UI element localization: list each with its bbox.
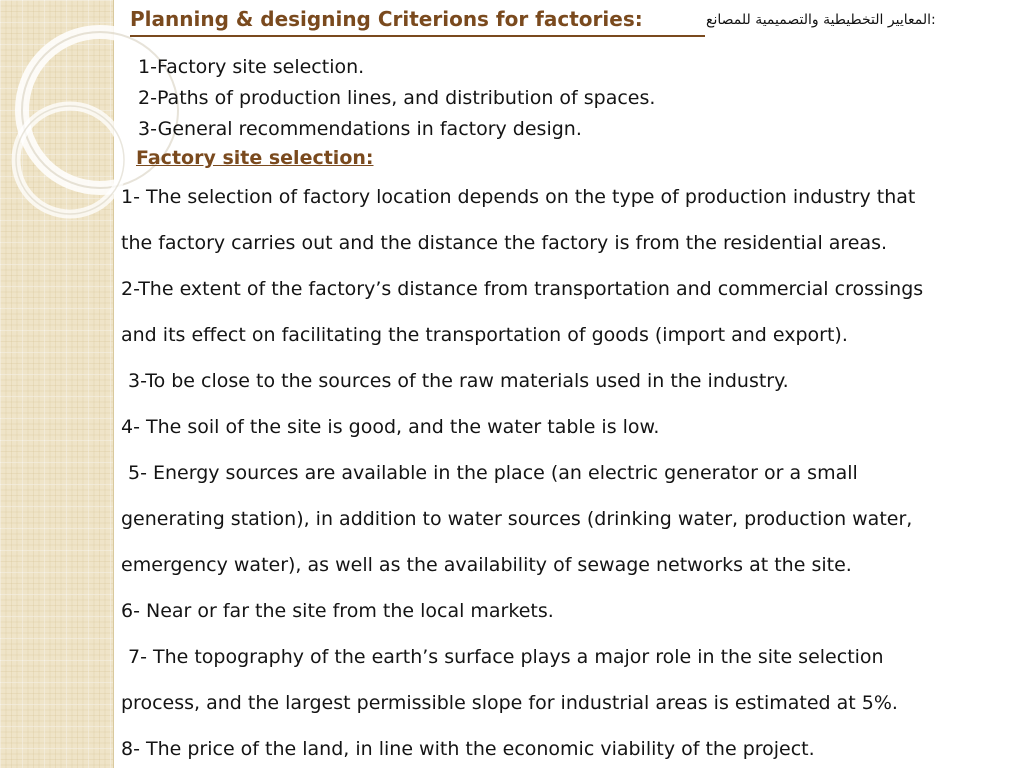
decorative-side-band (0, 0, 114, 768)
criteria-line: 1- The selection of factory location depends on the type of production industry that (121, 186, 916, 208)
topics-list (138, 52, 655, 145)
criteria-line: 2-The extent of the factory’s distance from transportation and commercial crossings (121, 278, 924, 300)
criteria-line: 8- The price of the land, in line with the economic viability of the project. (121, 738, 815, 760)
arabic-subtitle: :المعايير التخطيطية والتصميمية للمصانع (706, 12, 936, 28)
criteria-line: 5- Energy sources are available in the place (an electric generator or a small (128, 462, 858, 484)
topic-item: 1-Factory site selection. (138, 56, 365, 78)
title-underline (130, 35, 705, 37)
criteria-line: and its effect on facilitating the transportation of goods (import and export). (121, 324, 848, 346)
criteria-line: 4- The soil of the site is good, and the water table is low. (121, 416, 660, 438)
criteria-line: the factory carries out and the distance the factory is from the residential areas. (121, 232, 888, 254)
criteria-line: 7- The topography of the earth’s surface plays a major role in the site selection (128, 646, 884, 668)
topic-item: 3-General recommendations in factory design. (138, 118, 582, 140)
criteria-line: 3-To be close to the sources of the raw materials used in the industry. (128, 370, 789, 392)
criteria-line: generating station), in addition to water sources (drinking water, production water, (121, 508, 913, 530)
topic-item: 2-Paths of production lines, and distribution of spaces. (138, 87, 656, 109)
criteria-line: 6- Near or far the site from the local markets. (121, 600, 554, 622)
section-heading: Factory site selection: (136, 147, 374, 169)
criteria-line: process, and the largest permissible slope for industrial areas is estimated at 5%. (121, 692, 898, 714)
slide-title: Planning & designing Criterions for factories: (130, 7, 643, 31)
criteria-line: emergency water), as well as the availability of sewage networks at the site. (121, 554, 852, 576)
criteria-text (121, 174, 1011, 768)
